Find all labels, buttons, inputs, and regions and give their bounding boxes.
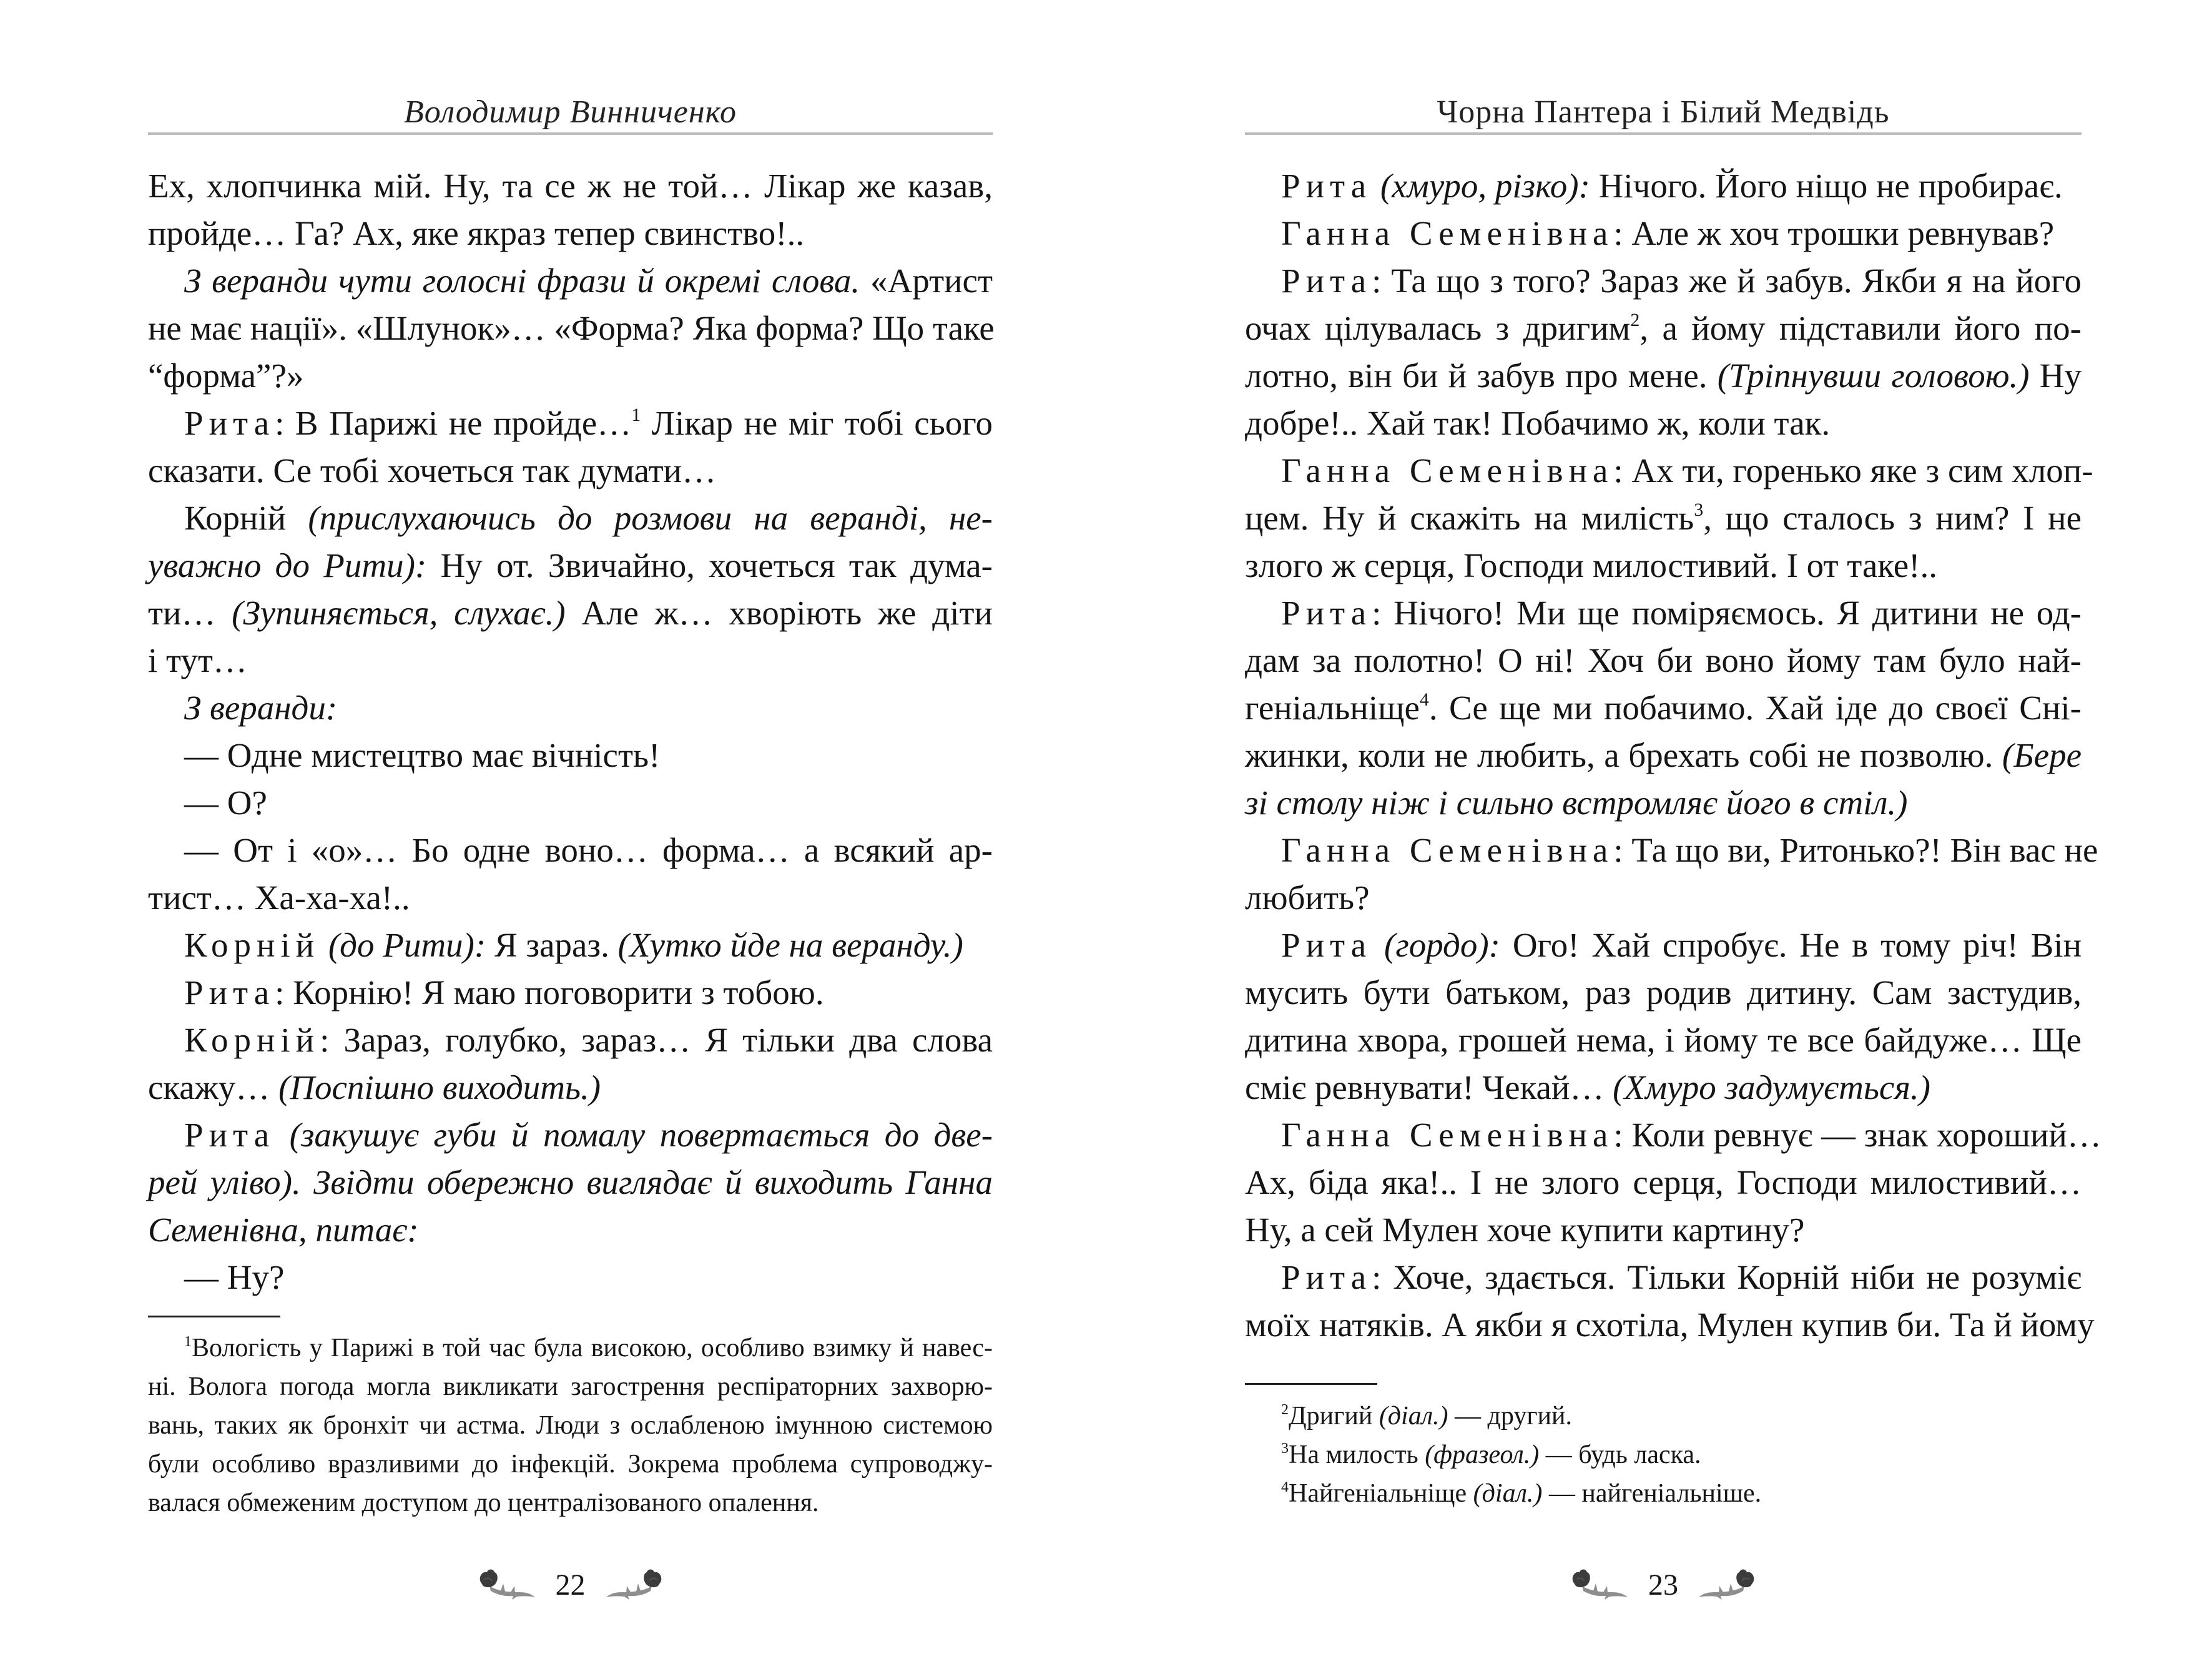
text-run: жинки, коли не любить, а брехать собі не позволю. [1245, 736, 2002, 774]
speaker-name: Корній [184, 926, 320, 964]
text-line [148, 542, 993, 589]
footnote-rule [148, 1316, 280, 1317]
text-run: : В Парижі не пройде… [275, 404, 632, 442]
text-run: : Але ж хоч трошки ревнував? [1613, 214, 2055, 252]
speaker-name: Рита [184, 404, 275, 442]
text-run: пройде… Га? Ах, яке якраз тепер свинство!.. [148, 214, 805, 252]
speaker-name: Рита [1281, 594, 1372, 632]
text-line [148, 1064, 993, 1111]
text-run: сміє ревнувати! Чекай… [1245, 1068, 1613, 1106]
text-line [1245, 874, 2082, 922]
text-run: : Хоче, здається. Тільки Корній ніби не розуміє [1372, 1258, 2082, 1296]
text-run: мусить бути батьком, раз родив дитину. Сам застудив, [1245, 973, 2082, 1012]
running-head-title: Чорна Пантера і Білий Медвідь [1437, 94, 1890, 130]
text-line [148, 779, 993, 827]
footnote-rule [1245, 1383, 1377, 1385]
text-run: геніальніще [1245, 689, 1420, 727]
stage-direction: (прислухаючись до розмови на веранді, не- [308, 499, 993, 537]
text-run: Корній [184, 499, 308, 537]
text-line [148, 495, 993, 542]
text-line [1245, 1474, 2082, 1513]
text-line [1245, 684, 2082, 732]
text-line [1245, 1301, 2095, 1349]
text-run: — Ну? [184, 1258, 285, 1296]
text-line [148, 1329, 993, 1367]
header-rule [1245, 132, 2082, 135]
stage-direction: З веранди: [184, 689, 338, 727]
left-page [148, 0, 993, 1659]
text-line [148, 637, 993, 684]
text-line [148, 447, 993, 495]
text-run: любить? [1245, 879, 1370, 917]
page-folio [1245, 1567, 2082, 1617]
speaker-name: Ганна Семенівна [1281, 1116, 1614, 1154]
text-line [1245, 257, 2082, 305]
stage-direction: (Поспішно виходить.) [278, 1068, 601, 1106]
text-line [148, 352, 993, 400]
text-run: Лікар не міг тобі сього [641, 404, 993, 442]
text-run: — О? [184, 784, 267, 822]
text-line [1245, 922, 2082, 969]
text-run: скажу… [148, 1068, 278, 1106]
text-line [148, 1484, 993, 1522]
text-line [148, 1367, 993, 1406]
speaker-name: Рита [1281, 167, 1372, 205]
text-run: були особливо вразливими до інфекцій. Зокрема проблема супроводжу- [148, 1450, 993, 1479]
running-head-author: Володимир Винниченко [404, 94, 737, 130]
text-run: і тут… [148, 641, 247, 679]
text-run: , а йому підставили його по- [1639, 309, 2082, 347]
text-line [148, 874, 993, 922]
stage-direction: (гордо): [1384, 926, 1501, 964]
text-run: Ну [2029, 357, 2082, 395]
text-run: На милость [1289, 1440, 1425, 1469]
text-run [275, 1116, 290, 1154]
text-run: очах цілувалась з дригим [1245, 309, 1631, 347]
text-run: тист… Ха-ха-ха!.. [148, 879, 410, 917]
text-run: валася обмеженим доступом до централізованого опалення. [148, 1489, 819, 1517]
text-run: : Нічого! Ми ще поміряємось. Я дитини не од- [1372, 594, 2082, 632]
stage-direction: зі столу ніж і сильно встромляє його в стіл.) [1245, 784, 1908, 822]
text-line [1245, 969, 2082, 1017]
stage-direction: (Тріпнувши головою.) [1717, 357, 2030, 395]
text-line [148, 162, 993, 210]
text-line [1245, 305, 2082, 352]
stage-direction: (діал.) [1473, 1479, 1543, 1508]
text-line [148, 969, 993, 1017]
text-line [1245, 1159, 2082, 1206]
text-line [148, 1017, 993, 1064]
speaker-name: Рита [1281, 262, 1372, 300]
footnote-marker: 3 [1694, 500, 1704, 520]
right-page [1245, 0, 2101, 1659]
text-run: — будь ласка. [1539, 1440, 1701, 1469]
stage-direction: З веранди чути голосні фрази й окремі слова. [184, 262, 860, 300]
text-line [148, 1406, 993, 1445]
text-line [1245, 400, 2082, 447]
text-run: Ну, а сей Мулен хоче купити картину? [1245, 1211, 1805, 1249]
text-line [1245, 447, 2093, 495]
text-line [148, 589, 993, 637]
text-run: Ех, хлопчинка мій. Ну, та се ж не той… Лікар же казав, [148, 167, 993, 205]
stage-direction: уважно до Рити): [148, 546, 427, 584]
text-run: вань, таких як бронхіт чи астма. Люди з ослабленою імунною системою [148, 1411, 993, 1440]
rose-ornament-left-icon [476, 1579, 538, 1590]
stage-direction: (Бере [2002, 736, 2082, 774]
text-line [148, 305, 993, 352]
stage-direction: (Зупиняється, слухає.) [232, 594, 566, 632]
header-rule [148, 132, 993, 135]
text-run: , що сталось з ним? І не [1703, 499, 2082, 537]
footnote-marker: 1 [631, 405, 641, 425]
footnote-marker: 2 [1281, 1402, 1289, 1418]
text-run: — Одне мистецтво має вічність! [184, 736, 661, 774]
text-line [148, 210, 993, 257]
text-line [1245, 732, 2082, 779]
speaker-name: Рита [184, 1116, 275, 1154]
speaker-name: Корній [184, 1021, 320, 1059]
text-line [148, 257, 993, 305]
page-number: 23 [1648, 1568, 1678, 1602]
footnote-marker: 1 [184, 1334, 192, 1350]
text-line [148, 1445, 993, 1484]
text-line [1245, 352, 2082, 400]
text-line [1245, 1017, 2082, 1064]
text-run: — найгеніальніше. [1542, 1479, 1762, 1508]
text-line [148, 1159, 993, 1206]
text-run: Ого! Хай спробує. Не в тому річ! Він [1500, 926, 2082, 964]
text-run: сказати. Се тобі хочеться так думати… [148, 451, 717, 490]
text-run: . Се ще ми побачимо. Хай іде до своєї Сні- [1428, 689, 2082, 727]
text-run: моїх натяків. А якби я схотіла, Мулен купив би. Та й йому [1245, 1306, 2095, 1344]
text-line [1245, 542, 2082, 589]
speaker-name: Рита [1281, 926, 1372, 964]
text-line [1245, 1064, 2082, 1111]
speaker-name: Ганна Семенівна [1281, 214, 1614, 252]
speaker-name: Рита [1281, 1258, 1372, 1296]
page-folio [148, 1567, 993, 1617]
text-run: «Артист [860, 262, 993, 300]
stage-direction: (діал.) [1379, 1402, 1448, 1430]
text-line [1245, 1206, 2082, 1254]
text-run: Але ж… хворіють же діти [565, 594, 993, 632]
footnotes [148, 1329, 993, 1522]
page-number: 22 [555, 1568, 586, 1602]
text-run: ні. Волога погода могла викликати загострення респіраторних захворю- [148, 1372, 993, 1401]
text-run: Ну от. Звичайно, хочеться так дума- [426, 546, 993, 584]
text-run: : Корнію! Я маю поговорити з тобою. [275, 973, 824, 1012]
rose-ornament-right-icon [1696, 1579, 1758, 1590]
speaker-name: Рита [184, 973, 275, 1012]
text-run: : Зараз, голубко, зараз… Я тільки два слова [320, 1021, 993, 1059]
footnote-marker: 2 [1630, 310, 1640, 330]
text-line [1245, 1397, 2082, 1435]
text-line [1245, 1435, 2082, 1474]
stage-direction: Семенівна, питає: [148, 1211, 419, 1249]
text-run: — другий. [1448, 1402, 1573, 1430]
text-run: злого ж серця, Господи милостивий. І от таке!.. [1245, 546, 1937, 584]
text-line [148, 732, 993, 779]
stage-direction: (фразеол.) [1425, 1440, 1540, 1469]
text-line [1245, 210, 2082, 257]
stage-direction: (Хутко йде на веранду.) [617, 926, 963, 964]
text-run: Вологість у Парижі в той час була високою, особливо взимку й навес- [192, 1334, 993, 1362]
text-line [148, 1206, 993, 1254]
text-run: дам за полотно! О ні! Хоч би воно йому там було най- [1245, 641, 2082, 679]
text-run: добре!.. Хай так! Побачимо ж, коли так. [1245, 404, 1831, 442]
text-line [1245, 779, 2082, 827]
text-line [148, 684, 993, 732]
text-line [1245, 827, 2098, 874]
text-run: Найгеніальніще [1289, 1479, 1473, 1508]
text-run: Дригий [1289, 1402, 1379, 1430]
text-line [148, 1254, 993, 1301]
text-line [148, 1111, 993, 1159]
footnote-marker: 4 [1419, 689, 1429, 710]
text-run [320, 926, 328, 964]
text-line [148, 827, 993, 874]
text-line [1245, 495, 2082, 542]
text-run [1372, 926, 1384, 964]
stage-direction: (до Рити): [328, 926, 486, 964]
text-line [1245, 637, 2082, 684]
text-line [148, 400, 993, 447]
text-line [1245, 1254, 2082, 1301]
speaker-name: Ганна Семенівна [1281, 451, 1614, 490]
text-run: : Та що з того? Зараз же й забув. Якби я на його [1372, 262, 2082, 300]
text-line [148, 922, 993, 969]
text-line [1245, 589, 2082, 637]
speaker-name: Ганна Семенівна [1281, 831, 1614, 869]
stage-direction: (закушує губи й помалу повертається до две- [289, 1116, 993, 1154]
text-run: дитина хвора, грошей нема, і йому те все байдуже… Ще [1245, 1021, 2082, 1059]
text-run: Я зараз. [486, 926, 618, 964]
text-run: Ах, біда яка!.. І не злого серця, Господи милостивий… [1245, 1163, 2082, 1201]
text-run: “форма”?» [148, 357, 304, 395]
body-text [148, 162, 993, 1301]
text-run: : Ах ти, горенько яке з сим хлоп- [1613, 451, 2093, 490]
text-line [1245, 162, 2082, 210]
footnote-marker: 3 [1281, 1440, 1289, 1457]
text-run: не має нації». «Шлунок»… «Форма? Яка форма? Що таке [148, 309, 995, 347]
text-run [1372, 167, 1380, 205]
body-text [1245, 162, 2101, 1349]
text-run: лотно, він би й забув про мене. [1245, 357, 1718, 395]
text-line [1245, 1111, 2101, 1159]
rose-ornament-right-icon [603, 1579, 666, 1590]
text-run: : Коли ревнує — знак хороший… [1613, 1116, 2101, 1154]
footnotes [1245, 1397, 2082, 1513]
text-run: Нічого. Його ніщо не пробирає. [1590, 167, 2063, 205]
stage-direction: (хмуро, різко): [1380, 167, 1590, 205]
rose-ornament-left-icon [1568, 1579, 1631, 1590]
text-run: цем. Ну й скажіть на милість [1245, 499, 1694, 537]
stage-direction: рей уліво). Звідти обережно виглядає й виходить Ганна [148, 1163, 993, 1201]
stage-direction: (Хмуро задумується.) [1613, 1068, 1930, 1106]
text-run: : Та що ви, Ритонько?! Він вас не [1613, 831, 2098, 869]
text-run: — От і «о»… Бо одне воно… форма… а всякий ар- [184, 831, 993, 869]
text-run: ти… [148, 594, 232, 632]
footnote-marker: 4 [1281, 1479, 1289, 1495]
